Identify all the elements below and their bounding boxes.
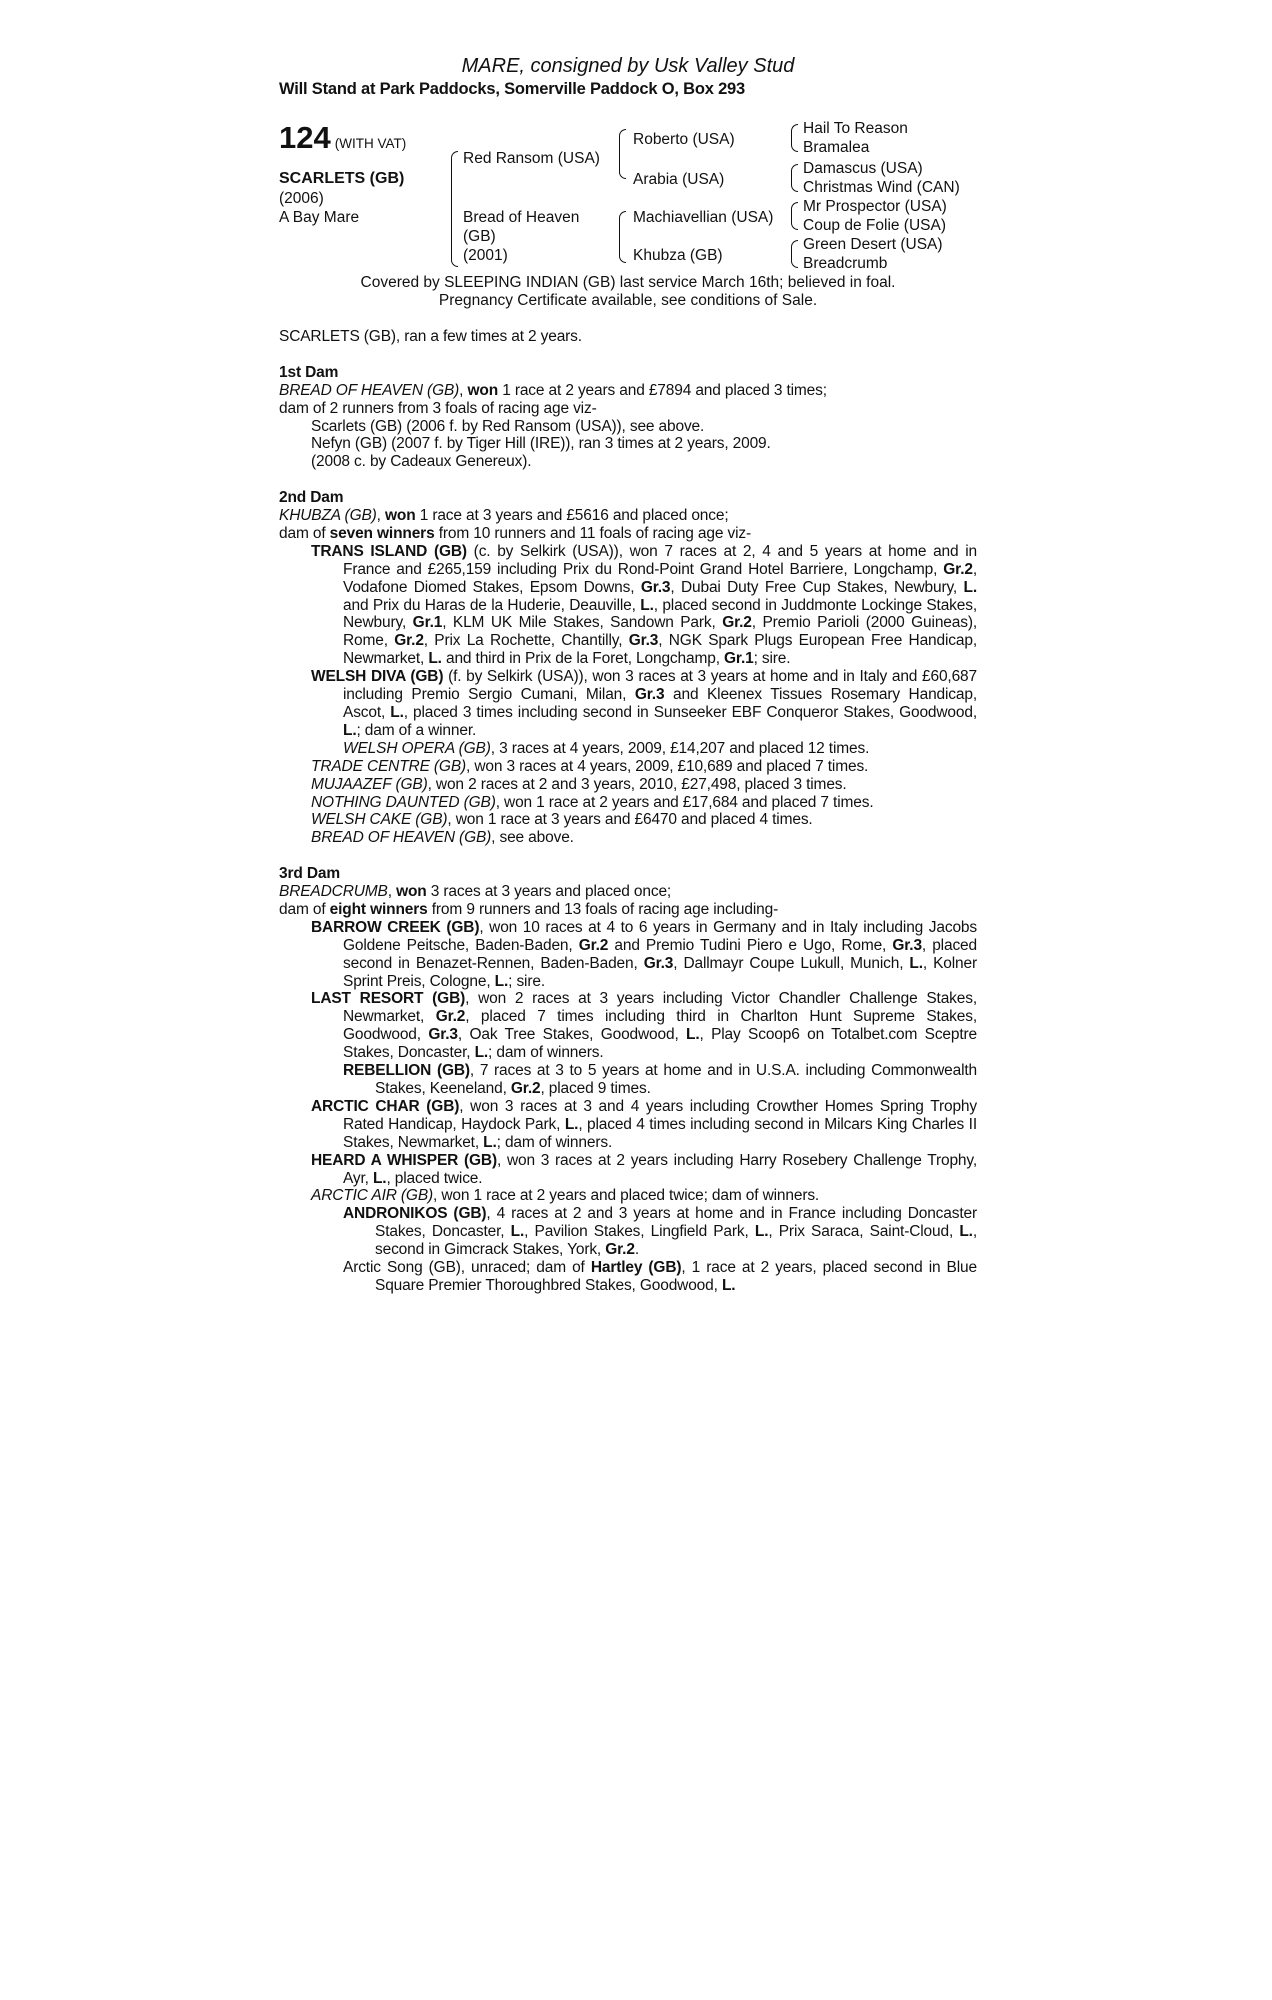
- offspring-line: NOTHING DAUNTED (GB), won 1 race at 2 years and £17,684 and placed 7 times.: [311, 793, 874, 811]
- offspring-line: MUJAAZEF (GB), won 2 races at 2 and 3 years, 2010, £27,498, placed 3 times.: [311, 775, 847, 793]
- offspring-last-resort: LAST RESORT (GB), won 2 races at 3 years including Victor Chandler Challenge Stakes, Newmarket, Gr.2, placed 7 times including third in Charlton Hunt Supreme Stakes, Goodwood, Gr.3, Oak Tree Stakes, Goodwood, L., Play Scoop6 on Totalbet.com Sceptre Stakes, Doncaster, L.; dam of winners.: [311, 990, 978, 1062]
- offspring-heard-a-whisper: HEARD A WHISPER (GB), won 3 races at 2 years including Harry Rosebery Challenge Trophy, Ayr, L., placed twice.: [311, 1151, 977, 1187]
- pedigree-dss: Mr Prospector (USA): [803, 198, 947, 215]
- dd-brace: [791, 240, 798, 268]
- ss-brace: [791, 124, 798, 152]
- offspring-line: BREAD OF HEAVEN (GB), see above.: [311, 829, 574, 847]
- third-dam-heading: 3rd Dam: [279, 865, 340, 883]
- pedigree-ssd: Bramalea: [803, 139, 870, 156]
- pedigree-dsd: Coup de Folie (USA): [803, 217, 947, 234]
- offspring-andronikos: ANDRONIKOS (GB), 4 races at 2 and 3 years at home and in France including Doncaster Stakes, Doncaster, L., Pavilion Stakes, Lingfield Park, L., Prix Saraca, Saint-Cloud, L., second in Gimcrack Stakes, York, Gr.2.: [343, 1205, 977, 1259]
- consignor-title: MARE, consigned by Usk Valley Stud: [461, 55, 795, 77]
- offspring-line: WELSH CAKE (GB), won 1 race at 3 years and £6470 and placed 4 times.: [311, 811, 813, 829]
- offspring-rebellion: REBELLION (GB), 7 races at 3 to 5 years at home and in U.S.A. including Commonwealth Stakes, Keeneland, Gr.2, placed 9 times.: [343, 1062, 977, 1098]
- dam-brace: [619, 211, 626, 263]
- intro-line: SCARLETS (GB), ran a few times at 2 years.: [279, 328, 582, 345]
- pedigree-sdd: Christmas Wind (CAN): [803, 179, 960, 196]
- first-dam-produce-line: dam of 2 runners from 3 foals of racing age viz-: [279, 399, 597, 417]
- second-dam-summary: KHUBZA (GB), won 1 race at 3 years and £5616 and placed once;: [279, 507, 729, 525]
- third-dam-summary: BREADCRUMB, won 3 races at 3 years and placed once;: [279, 883, 672, 901]
- offspring-welsh-opera: WELSH OPERA (GB), 3 races at 4 years, 2009, £14,207 and placed 12 times.: [343, 739, 870, 757]
- pedigree-dd: Khubza (GB): [633, 247, 723, 264]
- lot-number: 124: [279, 120, 331, 155]
- offspring-arctic-song: Arctic Song (GB), unraced; dam of Hartley (GB), 1 race at 2 years, placed second in Blue Square Premier Thoroughbred Stakes, Goodwood, L.: [343, 1259, 977, 1294]
- dam-name: BREAD OF HEAVEN (GB): [279, 381, 460, 399]
- pedigree-dam-line1: Bread of Heaven: [463, 209, 580, 226]
- offspring-welsh-diva: WELSH DIVA (GB) (f. by Selkirk (USA)), won 3 races at 3 years at home and in Italy and £60,687 including Premio Sergio Cumani, Milan, Gr.3 and Kleenex Tissues Rosemary Handicap, Ascot, L., placed 3 times including second in Sunseeker EBF Conqueror Stakes, Goodwood, L.; dam of a winner.: [311, 668, 978, 739]
- second-dam-produce-line: dam of seven winners from 10 runners and 11 foals of racing age viz-: [279, 524, 752, 542]
- lot-heading: [279, 120, 406, 156]
- produce-record: [279, 328, 977, 1295]
- offspring-barrow-creek: BARROW CREEK (GB), won 10 races at 4 to 6 years in Germany and in Italy including Jacobs Goldene Peitsche, Baden-Baden, Gr.2 and Premio Tudini Piero e Ugo, Rome, Gr.3, placed second in Benazet-Rennen, Baden-Baden, Gr.3, Dallmayr Coupe Lukull, Munich, L., Kolner Sprint Preis, Cologne, L.; sire.: [311, 918, 978, 990]
- pedigree-ss: Roberto (USA): [633, 131, 735, 148]
- stand-location: Will Stand at Park Paddocks, Somerville Paddock O, Box 293: [279, 80, 746, 98]
- horse-description: A Bay Mare: [279, 209, 360, 226]
- second-dam-heading: 2nd Dam: [279, 489, 344, 507]
- offspring-arctic-air: ARCTIC AIR (GB), won 1 race at 2 years and placed twice; dam of winners.: [311, 1187, 820, 1205]
- pedigree-ddd: Breadcrumb: [803, 255, 888, 272]
- pedigree-brace: [451, 151, 458, 267]
- first-dam-offspring: (2008 c. by Cadeaux Genereux).: [311, 453, 532, 471]
- covered-note: Covered by SLEEPING INDIAN (GB) last service March 16th; believed in foal.: [360, 274, 896, 291]
- pedigree-dam-line2: (GB): [463, 228, 496, 245]
- pedigree-sire: Red Ransom (USA): [463, 150, 600, 167]
- first-dam-heading: 1st Dam: [279, 363, 339, 381]
- first-dam-summary: BREAD OF HEAVEN (GB), won 1 race at 2 years and £7894 and placed 3 times;: [279, 381, 827, 399]
- pedigree-sd: Arabia (USA): [633, 171, 725, 188]
- first-dam-offspring: Scarlets (GB) (2006 f. by Red Ransom (USA)), see above.: [311, 417, 705, 435]
- vat-note: (WITH VAT): [334, 136, 407, 151]
- sd-brace: [791, 164, 798, 192]
- pedigree-sss: Hail To Reason: [803, 120, 908, 137]
- pedigree-dam-line3: (2001): [463, 247, 508, 264]
- pedigree-sds: Damascus (USA): [803, 160, 923, 177]
- won-word: won: [467, 381, 499, 399]
- pregnancy-note: Pregnancy Certificate available, see conditions of Sale.: [438, 292, 818, 309]
- offspring-line: TRADE CENTRE (GB), won 3 races at 4 years, 2009, £10,689 and placed 7 times.: [311, 757, 869, 775]
- horse-name: SCARLETS (GB): [279, 170, 405, 187]
- offspring-arctic-char: ARCTIC CHAR (GB), won 3 races at 3 and 4 years including Crowther Homes Spring Trophy Rated Handicap, Haydock Park, L., placed 4 times including second in Milcars King Charles II Stakes, Newmarket, L.; dam of winners.: [311, 1097, 977, 1151]
- sire-brace: [619, 129, 626, 179]
- first-dam-offspring: Nefyn (GB) (2007 f. by Tiger Hill (IRE)), ran 3 times at 2 years, 2009.: [311, 435, 771, 453]
- pedigree-dds: Green Desert (USA): [803, 236, 943, 253]
- ds-brace: [791, 202, 798, 230]
- offspring-trans-island: TRANS ISLAND (GB) (c. by Selkirk (USA)), won 7 races at 2, 4 and 5 years at home and in France and £265,159 including Prix du Rond-Point Grand Hotel Barriere, Longchamp, Gr.2, Vodafone Diomed Stakes, Epsom Downs, Gr.3, Dubai Duty Free Cup Stakes, Newbury, L. and Prix du Haras de la Huderie, Deauville, L., placed second in Juddmonte Lockinge Stakes, Newbury, Gr.1, KLM UK Mile Stakes, Sandown Park, Gr.2, Premio Parioli (2000 Guineas), Rome, Gr.2, Prix La Rochette, Chantilly, Gr.3, NGK Spark Plugs European Free Handicap, Newmarket, L. and third in Prix de la Foret, Longchamp, Gr.1; sire.: [311, 542, 978, 668]
- pedigree-ds: Machiavellian (USA): [633, 209, 774, 226]
- third-dam-produce-line: dam of eight winners from 9 runners and 13 foals of racing age including-: [279, 900, 779, 918]
- foaling-year: (2006): [279, 190, 324, 207]
